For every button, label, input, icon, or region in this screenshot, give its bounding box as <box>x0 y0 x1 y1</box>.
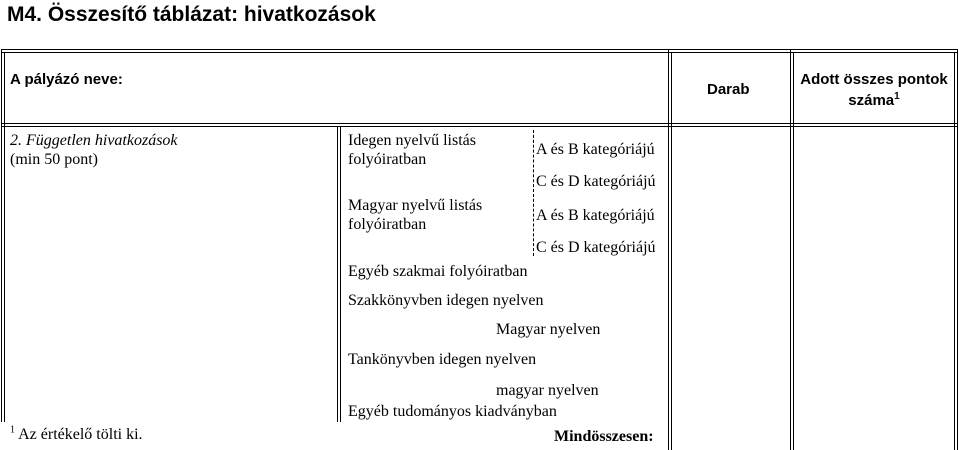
page-title: M4. Összesítő táblázat: hivatkozások <box>7 3 376 26</box>
header-separator-inner <box>1 126 958 127</box>
points-header <box>797 69 951 111</box>
header-separator <box>1 123 958 124</box>
other-publication-label: Egyéb tudományos kiadványban <box>348 403 557 420</box>
table-border-top-inner <box>1 52 958 53</box>
footnote-text: Az értékelő tölti ki. <box>18 426 143 443</box>
other-journals-label: Egyéb szakmai folyóiratban <box>348 263 528 280</box>
foreign-journals-label-line1: Idegen nyelvű listás <box>348 132 476 149</box>
section-column-divider <box>337 126 338 422</box>
foreign-journals-label-line2: folyóiratban <box>348 151 427 168</box>
points-column-divider-inner <box>793 52 794 450</box>
subcategory-dashed-divider <box>533 130 534 256</box>
grand-total-label: Mindösszesen: <box>554 428 654 445</box>
section-title-text: 2. Független hivatkozások <box>10 132 178 149</box>
count-header: Darab <box>707 81 750 98</box>
hungarian-journals-label-line2: folyóiratban <box>348 216 427 233</box>
table-border-right-inner <box>954 52 955 450</box>
table-border-left-inner <box>4 52 5 422</box>
textbook-foreign-label: Tankönyvben idegen nyelven <box>348 351 537 368</box>
points-footnote-mark: 1 <box>894 91 900 102</box>
count-column-divider-inner <box>671 52 672 450</box>
points-header-line1: Adott összes pontok <box>800 71 948 88</box>
foreign-ab-category: A és B kategóriájú <box>536 141 655 158</box>
table-border-top <box>1 49 958 50</box>
section-title <box>10 131 178 150</box>
handbook-hungarian-label: Magyar nyelven <box>496 321 601 338</box>
footnote <box>10 425 143 444</box>
count-column-divider <box>668 49 669 450</box>
hungarian-cd-category: C és D kategóriájú <box>536 239 656 256</box>
points-header-text: száma <box>848 92 895 109</box>
textbook-hungarian-label: magyar nyelven <box>496 382 599 399</box>
hungarian-ab-category: A és B kategóriájú <box>536 207 655 224</box>
foreign-cd-category: C és D kategóriájú <box>536 173 656 190</box>
section-subtitle: (min 50 pont) <box>10 151 98 168</box>
hungarian-journals-label-line1: Magyar nyelvű listás <box>348 197 483 214</box>
points-column-divider <box>790 49 791 450</box>
handbook-foreign-label: Szakkönyvben idegen nyelven <box>348 292 544 309</box>
footnote-mark: 1 <box>10 424 15 436</box>
points-header-line2 <box>797 90 951 111</box>
applicant-name-label: A pályázó neve: <box>10 71 123 88</box>
table-border-right <box>957 49 958 450</box>
section-column-divider-inner <box>340 126 341 422</box>
table-border-left <box>1 49 2 422</box>
